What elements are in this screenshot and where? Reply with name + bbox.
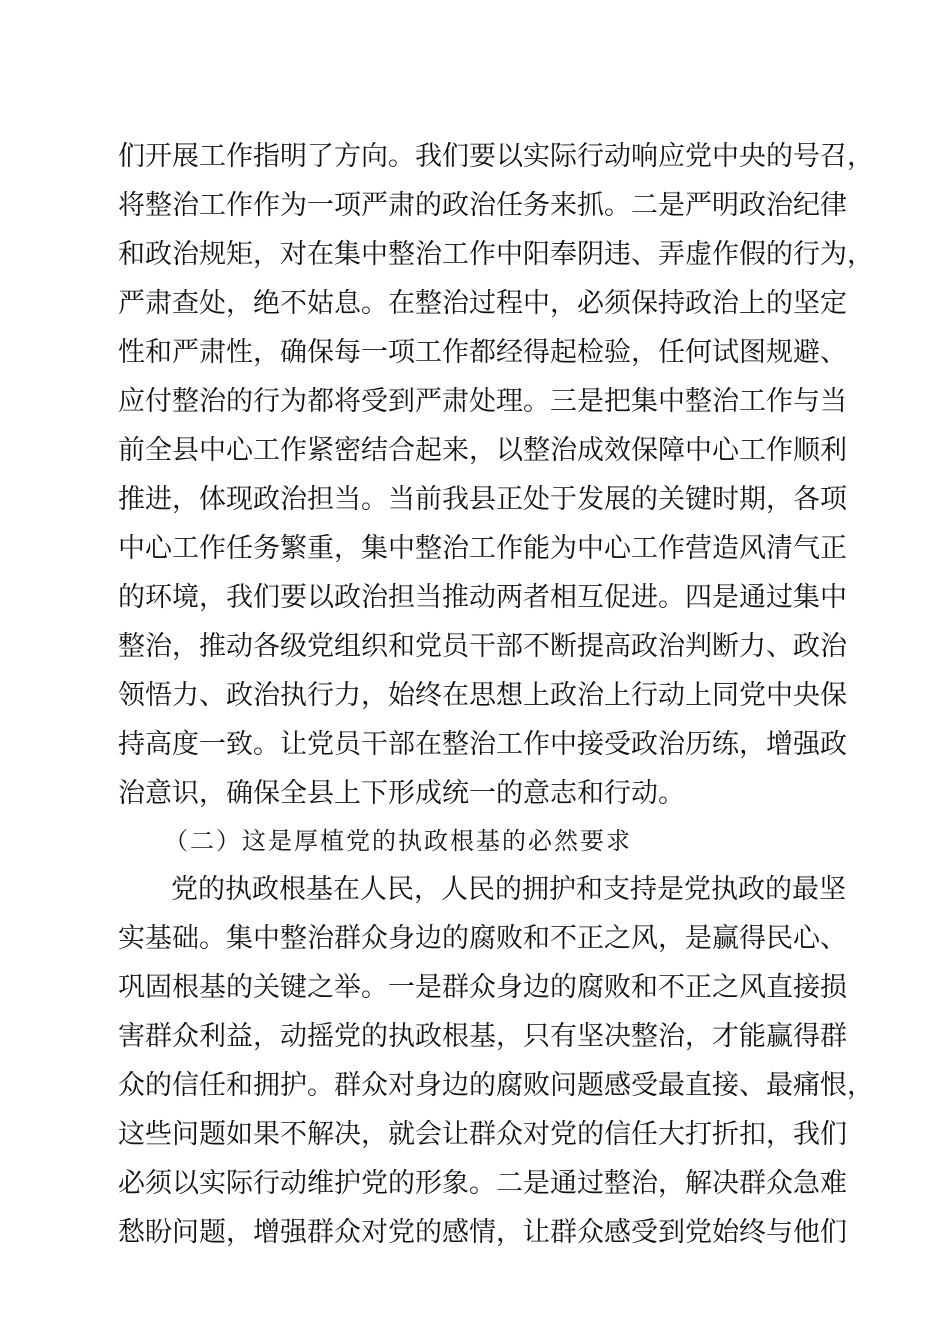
section-heading: （二）这是厚植党的执政根基的必然要求 <box>164 827 632 855</box>
body-text-line: 治意识，确保全县上下形成统一的意志和行动。 <box>118 778 685 809</box>
body-text-line: 持高度一致。让党员干部在整治工作中接受政治历练，增强政 <box>118 729 847 760</box>
body-text-line: 整治，推动各级党组织和党员干部不断提高政治判断力、政治 <box>118 631 847 662</box>
body-text-line: 党的执政根基在人民，人民的拥护和支持是党执政的最坚 <box>171 874 846 905</box>
body-text-line: 应付整治的行为都将受到严肃处理。三是把集中整治工作与当 <box>118 386 847 417</box>
body-text-line: 众的信任和拥护。群众对身边的腐败问题感受最直接、最痛恨， <box>118 1070 874 1101</box>
body-text-line: 必须以实际行动维护党的形象。二是通过整治，解决群众急难 <box>118 1168 847 1199</box>
body-text-line: 这些问题如果不解决，就会让群众对党的信任大打折扣，我们 <box>118 1119 847 1150</box>
body-text-line: 将整治工作作为一项严肃的政治任务来抓。二是严明政治纪律 <box>118 190 847 221</box>
body-text-line: 巩固根基的关键之举。一是群众身边的腐败和不正之风直接损 <box>118 972 847 1003</box>
body-text-line: 领悟力、政治执行力，始终在思想上政治上行动上同党中央保 <box>118 680 847 711</box>
body-text-line: 严肃查处，绝不姑息。在整治过程中，必须保持政治上的坚定 <box>118 288 847 319</box>
body-text-line: 实基础。集中整治群众身边的腐败和不正之风，是赢得民心、 <box>118 923 847 954</box>
body-text-line: 推进，体现政治担当。当前我县正处于发展的关键时期，各项 <box>118 484 847 515</box>
body-text-line: 愁盼问题，增强群众对党的感情，让群众感受到党始终与他们 <box>118 1217 847 1248</box>
body-text-line: 的环境，我们要以政治担当推动两者相互促进。四是通过集中 <box>118 582 847 613</box>
body-text-line: 中心工作任务繁重，集中整治工作能为中心工作营造风清气正 <box>118 533 847 564</box>
body-text-line: 和政治规矩，对在集中整治工作中阳奉阴违、弄虚作假的行为， <box>118 239 874 270</box>
body-text-line: 害群众利益，动摇党的执政根基，只有坚决整治，才能赢得群 <box>118 1021 847 1052</box>
body-text-line: 们开展工作指明了方向。我们要以实际行动响应党中央的号召， <box>118 141 874 172</box>
body-text-line: 性和严肃性，确保每一项工作都经得起检验，任何试图规避、 <box>118 337 847 368</box>
body-text-line: 前全县中心工作紧密结合起来，以整治成效保障中心工作顺利 <box>118 435 847 466</box>
